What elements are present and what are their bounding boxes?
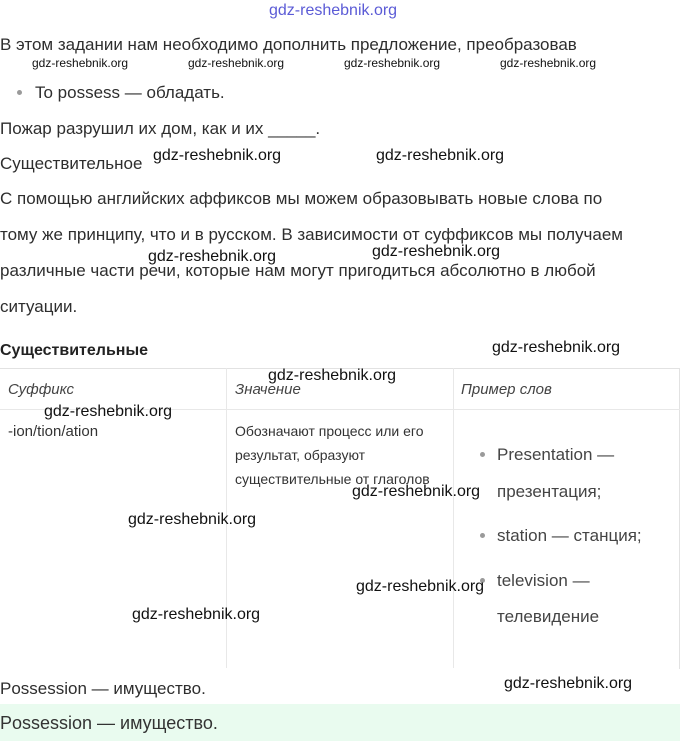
result-line: Possession — имущество. [0,679,206,698]
cell-suffix: -ion/tion/ation [8,423,99,440]
example-3-line-1: television — [497,571,590,590]
example-3-line-2: телевидение [497,607,600,626]
example-bullet-2 [480,533,485,538]
sentence-text: Пожар разрушил их дом, как и их _____. [0,119,321,138]
example-1-line-1: Presentation — [497,445,615,464]
paragraph-line-1: С помощью английских аффиксов мы можем образовывать новые слова по [0,189,603,208]
watermark-8: gdz-reshebnik.org [352,483,481,500]
paragraph-line-4: ситуации. [0,297,78,316]
intro-text: В этом задании нам необходимо дополнить предложение, преобразовав [0,35,577,54]
example-1-line-2: презентация; [497,482,602,501]
watermark-11: gdz-reshebnik.org [132,606,261,623]
paragraph-line-3: различные части речи, которые нам могут пригодиться абсолютно в любой [0,261,596,280]
watermark-7: gdz-reshebnik.org [44,403,173,420]
column-header-meaning: Значение [235,381,301,398]
part-of-speech: Существительное [0,154,143,173]
watermark-9: gdz-reshebnik.org [128,511,257,528]
watermark-10: gdz-reshebnik.org [356,578,485,595]
example-2: station — станция; [497,526,642,545]
column-header-examples: Пример слов [461,381,552,398]
answer-text: Possession — имущество. [0,713,218,733]
watermark-small-3: gdz-reshebnik.org [344,56,441,70]
watermark-4: gdz-reshebnik.org [372,243,501,260]
watermark-small-2: gdz-reshebnik.org [188,56,285,70]
watermark-6: gdz-reshebnik.org [268,367,397,384]
paragraph-line-2: тому же принципу, что и в русском. В зависимости от суффиксов мы получаем [0,225,623,244]
watermark-3: gdz-reshebnik.org [148,248,277,265]
watermark-small-1: gdz-reshebnik.org [32,56,129,70]
cell-meaning: Обозначают процесс или его результат, образуют существительные от глаголов [235,423,430,487]
table-heading: Существительные [0,342,149,359]
watermark-1: gdz-reshebnik.org [153,147,282,164]
table-col-divider-2 [453,368,454,668]
watermark-top: gdz-reshebnik.org [269,2,398,19]
watermark-12: gdz-reshebnik.org [504,675,633,692]
example-bullet-1 [480,452,485,457]
bullet-item: To possess — обладать. [35,83,225,102]
bullet-dot [17,90,22,95]
watermark-5: gdz-reshebnik.org [492,339,621,356]
watermark-small-4: gdz-reshebnik.org [500,56,597,70]
watermark-2: gdz-reshebnik.org [376,147,505,164]
column-header-suffix: Суффикс [8,381,74,398]
